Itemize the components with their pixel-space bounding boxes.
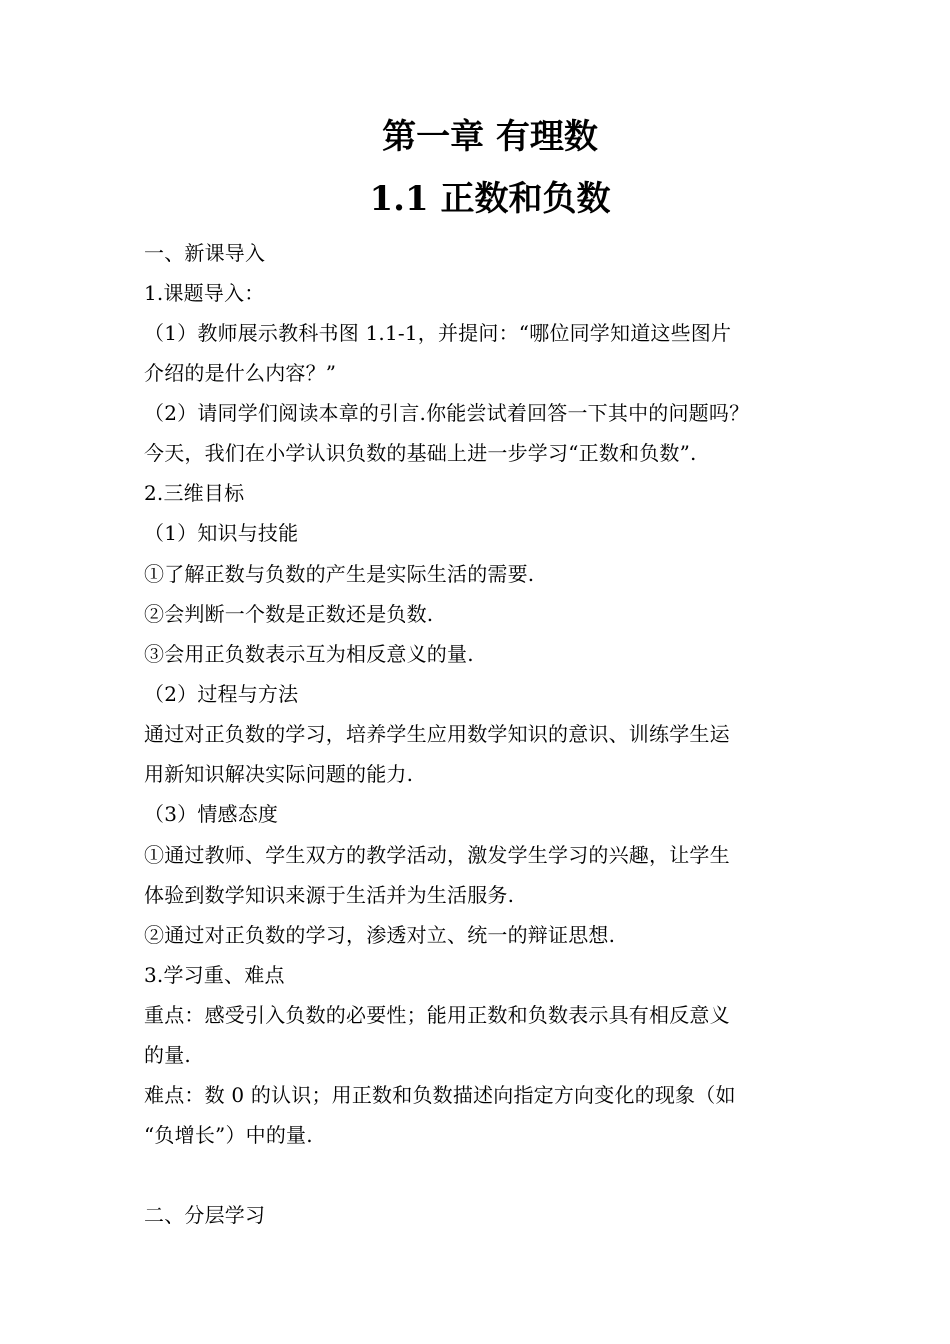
paragraph-line: （1）知识与技能 bbox=[144, 521, 299, 545]
paragraph-line: 的量. bbox=[144, 1043, 191, 1067]
list-item: ③会用正负数表示互为相反意义的量. bbox=[144, 642, 474, 666]
paragraph-line: 难点：数 0 的认识；用正数和负数描述向指定方向变化的现象（如 bbox=[144, 1083, 736, 1107]
list-item: ②通过对正负数的学习，渗透对立、统一的辩证思想. bbox=[144, 923, 616, 947]
section-title: 1.1 正数和负数 bbox=[369, 179, 611, 219]
paragraph-line: 重点：感受引入负数的必要性；能用正数和负数表示具有相反意义 bbox=[144, 1003, 730, 1027]
list-item: ①了解正数与负数的产生是实际生活的需要. bbox=[144, 562, 535, 586]
paragraph-line: 体验到数学知识来源于生活并为生活服务. bbox=[144, 883, 515, 907]
paragraph-line: 介绍的是什么内容？” bbox=[144, 361, 337, 385]
paragraph-line: 今天，我们在小学认识负数的基础上进一步学习“正数和负数”. bbox=[144, 441, 697, 465]
subheading-topic-intro: 1.课题导入： bbox=[144, 281, 265, 305]
paragraph-line: 通过对正负数的学习，培养学生应用数学知识的意识、训练学生运 bbox=[144, 722, 730, 746]
subheading-objectives: 2.三维目标 bbox=[144, 481, 245, 505]
subheading-key-points: 3.学习重、难点 bbox=[144, 963, 285, 987]
paragraph-line: 用新知识解决实际问题的能力. bbox=[144, 762, 414, 786]
chapter-title: 第一章 有理数 bbox=[382, 117, 598, 157]
heading-new-lesson: 一、新课导入 bbox=[144, 241, 266, 265]
paragraph-line: （2）请同学们阅读本章的引言.你能尝试着回答一下其中的问题吗？ bbox=[144, 401, 750, 425]
heading-layered-learning: 二、分层学习 bbox=[144, 1203, 266, 1227]
list-item: ②会判断一个数是正数还是负数. bbox=[144, 602, 434, 626]
paragraph-line: （3）情感态度 bbox=[144, 802, 279, 826]
paragraph-line: （2）过程与方法 bbox=[144, 682, 299, 706]
paragraph-line: （1）教师展示教科书图 1.1-1，并提问：“哪位同学知道这些图片 bbox=[144, 321, 732, 345]
paragraph-line: “负增长”）中的量. bbox=[144, 1123, 313, 1147]
list-item: ①通过教师、学生双方的教学活动，激发学生学习的兴趣，让学生 bbox=[144, 843, 730, 867]
